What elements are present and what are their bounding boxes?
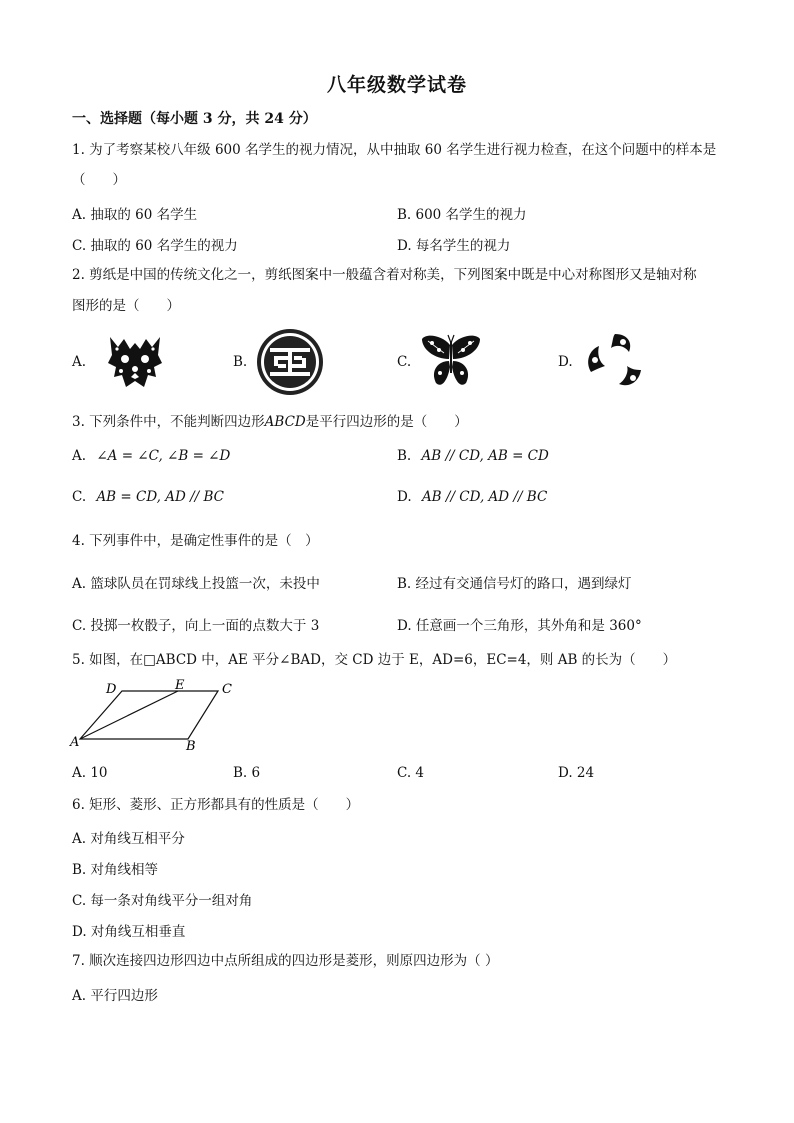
q3-stem-pre: 3. 下列条件中，不能判断四边形 [72,414,265,430]
q3-option-b [397,448,549,464]
q3-option-b-label: B. [397,448,412,464]
q2-option-c-label: C. [397,354,412,370]
q6-option-b: B. 对角线相等 [72,862,159,878]
paper-cut-swirl-icon [583,330,647,392]
label-c: C [222,682,232,697]
q4-option-d: D. 任意画一个三角形，其外角和是 360° [397,618,642,634]
q2-option-a-label: A. [72,354,87,370]
q3-option-c [72,489,224,505]
q5-option-d: D. 24 [558,765,595,781]
question-4-stem: 4. 下列事件中，是确定性事件的是（ ） [72,533,319,549]
q1-option-b: B. 600 名学生的视力 [397,207,527,223]
q3-option-a-math: ∠A = ∠C, ∠B = ∠D [96,448,231,464]
q6-option-d: D. 对角线互相垂直 [72,924,186,940]
q3-option-a [72,448,230,464]
q4-option-b: B. 经过有交通信号灯的路口，遇到绿灯 [397,576,632,592]
q3-option-c-math: AB = CD, AD // BC [96,489,225,505]
question-1-stem: 1. 为了考察某校八年级 600 名学生的视力情况，从中抽取 60 名学生进行视力检查，在这个问题中的样本是 [72,142,717,158]
q3-option-d-label: D. [397,489,412,505]
question-6-stem: 6. 矩形、菱形、正方形都具有的性质是（ ） [72,797,360,813]
question-5-stem: 5. 如图，在□ABCD 中，AE 平分∠BAD，交 CD 边于 E，AD=6，EC=4，则 AB 的长为（ ） [72,652,677,668]
section-heading: 一、选择题（每小题 3 分，共 24 分） [72,111,317,127]
q3-stem-math: ABCD [264,414,306,430]
q4-option-c: C. 投掷一枚骰子，向上一面的点数大于 3 [72,618,320,634]
q2-option-b-label: B. [233,354,248,370]
label-a: A [70,735,80,750]
label-d: D [106,682,117,697]
q4-option-a: A. 篮球队员在罚球线上投篮一次，未投中 [72,576,320,592]
segment-ae [80,691,178,739]
parallelogram-abcd [80,691,218,739]
q1-option-d: D. 每名学生的视力 [397,238,511,254]
question-2-stem: 2. 剪纸是中国的传统文化之一，剪纸图案中一般蕴含着对称美，下列图案中既是中心对称图形又是轴对称 [72,267,697,283]
paper-cut-circle-pattern-icon [256,328,324,396]
q1-option-c: C. 抽取的 60 名学生的视力 [72,238,238,254]
q6-option-a: A. 对角线互相平分 [72,831,185,847]
parallelogram-diagram [68,676,248,754]
label-b: B [186,739,196,754]
question-7-stem: 7. 顺次连接四边形四边中点所组成的四边形是菱形，则原四边形为（ ） [72,953,499,969]
question-2-stem-cont: 图形的是（ ） [72,298,180,314]
paper-cut-mask-icon [104,333,166,391]
q3-option-d-math: AB // CD, AD // BC [421,489,548,505]
page-title: 八年级数学试卷 [326,74,467,96]
question-3-stem [72,412,468,432]
q1-option-a: A. 抽取的 60 名学生 [72,207,198,223]
q3-option-c-label: C. [72,489,87,505]
q3-option-b-math: AB // CD, AB = CD [421,448,549,464]
paper-cut-butterfly-icon [420,333,482,391]
q2-option-d-label: D. [558,354,573,370]
q3-option-a-label: A. [72,448,87,464]
q6-option-c: C. 每一条对角线平分一组对角 [72,893,253,909]
q5-option-c: C. 4 [397,765,425,781]
question-1-blank: （ ） [72,172,126,188]
q5-option-b: B. 6 [233,765,261,781]
label-e: E [175,678,185,693]
q3-option-d [397,489,547,505]
q3-stem-post: 是平行四边形的是（ ） [305,414,468,430]
q5-option-a: A. 10 [72,765,108,781]
q7-option-a: A. 平行四边形 [72,988,158,1004]
